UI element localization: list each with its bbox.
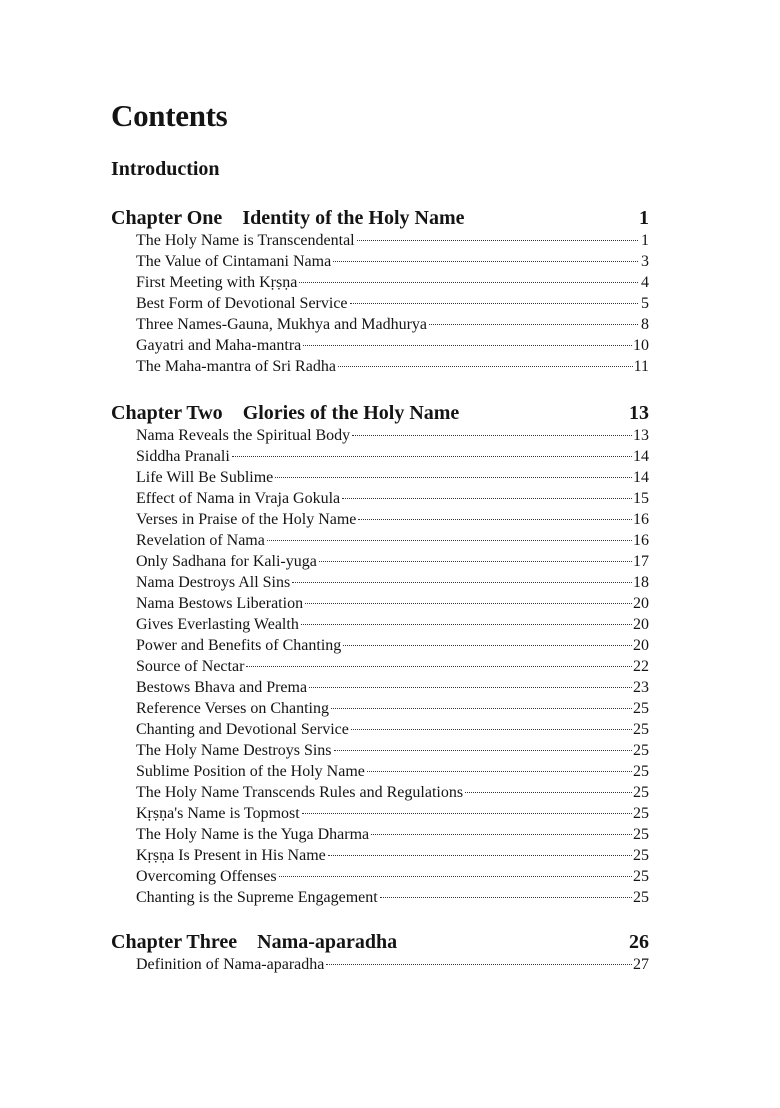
entry-page-number: 3 bbox=[641, 253, 649, 270]
entry-title: Nama Reveals the Spiritual Body bbox=[136, 427, 351, 444]
entry-title: The Holy Name is Transcendental bbox=[136, 232, 355, 249]
dot-leader bbox=[279, 876, 632, 877]
dot-leader bbox=[371, 834, 632, 835]
chapter-title: Identity of the Holy Name bbox=[242, 207, 465, 229]
dot-leader bbox=[326, 964, 632, 965]
entry-title: Chanting and Devotional Service bbox=[136, 721, 349, 738]
toc-entry[interactable] bbox=[136, 824, 649, 845]
chapter-section bbox=[111, 206, 649, 377]
dot-leader bbox=[267, 540, 632, 541]
toc-entry[interactable] bbox=[136, 293, 649, 314]
entry-page-number: 25 bbox=[633, 763, 649, 780]
dot-leader bbox=[338, 366, 633, 367]
entry-page-number: 27 bbox=[633, 956, 649, 973]
entry-page-number: 25 bbox=[633, 721, 649, 738]
dot-leader bbox=[302, 813, 632, 814]
chapter-entries bbox=[111, 230, 649, 377]
entry-title: The Holy Name Transcends Rules and Regulations bbox=[136, 784, 464, 801]
chapter-number: Chapter Three bbox=[111, 931, 238, 953]
entry-page-number: 25 bbox=[633, 826, 649, 843]
entry-page-number: 13 bbox=[633, 427, 649, 444]
entry-title: Revelation of Nama bbox=[136, 532, 265, 549]
dot-leader bbox=[299, 282, 638, 283]
entry-title: The Value of Cintamani Nama bbox=[136, 253, 332, 270]
entry-page-number: 20 bbox=[633, 637, 649, 654]
entry-title: Overcoming Offenses bbox=[136, 868, 277, 885]
toc-entry[interactable] bbox=[136, 230, 649, 251]
dot-leader bbox=[331, 708, 632, 709]
entry-title: Power and Benefits of Chanting bbox=[136, 637, 342, 654]
entry-page-number: 10 bbox=[633, 337, 649, 354]
toc-entry[interactable] bbox=[136, 677, 649, 698]
entry-title: Nama Destroys All Sins bbox=[136, 574, 291, 591]
dot-leader bbox=[380, 897, 632, 898]
toc-entry[interactable] bbox=[136, 446, 649, 467]
toc-entry[interactable] bbox=[136, 740, 649, 761]
dot-leader bbox=[334, 750, 632, 751]
contents-page bbox=[111, 96, 649, 975]
chapter-heading-left bbox=[111, 930, 397, 954]
toc-entry[interactable] bbox=[136, 356, 649, 377]
entry-title: Reference Verses on Chanting bbox=[136, 700, 329, 717]
entry-title: Nama Bestows Liberation bbox=[136, 595, 304, 612]
entry-page-number: 8 bbox=[641, 316, 649, 333]
entry-page-number: 4 bbox=[641, 274, 649, 291]
dot-leader bbox=[351, 729, 632, 730]
chapter-heading[interactable] bbox=[111, 930, 649, 954]
dot-leader bbox=[350, 303, 638, 304]
toc-entry[interactable] bbox=[136, 845, 649, 866]
entry-page-number: 25 bbox=[633, 805, 649, 822]
entry-title: Siddha Pranali bbox=[136, 448, 230, 465]
toc-entry[interactable] bbox=[136, 614, 649, 635]
chapter-section bbox=[111, 401, 649, 908]
entry-title: Definition of Nama-aparadha bbox=[136, 956, 325, 973]
toc-entry[interactable] bbox=[136, 425, 649, 446]
dot-leader bbox=[342, 498, 632, 499]
entry-page-number: 5 bbox=[641, 295, 649, 312]
entry-page-number: 23 bbox=[633, 679, 649, 696]
chapter-page-number: 1 bbox=[639, 207, 649, 229]
dot-leader bbox=[246, 666, 632, 667]
chapter-section bbox=[111, 930, 649, 975]
dot-leader bbox=[292, 582, 632, 583]
entry-title: The Maha-mantra of Sri Radha bbox=[136, 358, 336, 375]
toc-entry[interactable] bbox=[136, 488, 649, 509]
entry-title: Verses in Praise of the Holy Name bbox=[136, 511, 357, 528]
dot-leader bbox=[275, 477, 632, 478]
entry-page-number: 14 bbox=[633, 469, 649, 486]
chapter-heading[interactable] bbox=[111, 206, 649, 230]
entry-title: Effect of Nama in Vraja Gokula bbox=[136, 490, 341, 507]
entry-page-number: 17 bbox=[633, 553, 649, 570]
dot-leader bbox=[367, 771, 632, 772]
toc-entry[interactable] bbox=[136, 782, 649, 803]
entry-page-number: 22 bbox=[633, 658, 649, 675]
dot-leader bbox=[301, 624, 632, 625]
toc-entry[interactable] bbox=[136, 530, 649, 551]
entry-page-number: 14 bbox=[633, 448, 649, 465]
entry-title: Only Sadhana for Kali-yuga bbox=[136, 553, 317, 570]
toc-entry[interactable] bbox=[136, 593, 649, 614]
introduction-heading[interactable]: Introduction bbox=[111, 158, 220, 180]
toc-entry[interactable] bbox=[136, 954, 649, 975]
entry-title: Life Will Be Sublime bbox=[136, 469, 274, 486]
chapter-title: Glories of the Holy Name bbox=[242, 402, 460, 424]
toc-entry[interactable] bbox=[136, 335, 649, 356]
entry-title: Best Form of Devotional Service bbox=[136, 295, 348, 312]
dot-leader bbox=[333, 261, 638, 262]
entry-title: The Holy Name is the Yuga Dharma bbox=[136, 826, 370, 843]
chapter-list bbox=[111, 206, 649, 975]
entry-title: Gayatri and Maha-mantra bbox=[136, 337, 302, 354]
entry-page-number: 16 bbox=[633, 511, 649, 528]
page-title: Contents bbox=[111, 98, 228, 133]
entry-title: Bestows Bhava and Prema bbox=[136, 679, 308, 696]
toc-entry[interactable] bbox=[136, 635, 649, 656]
toc-entry[interactable] bbox=[136, 251, 649, 272]
dot-leader bbox=[305, 603, 632, 604]
entry-title: Kṛṣṇa Is Present in His Name bbox=[136, 847, 326, 864]
entry-title: Kṛṣṇa's Name is Topmost bbox=[136, 805, 300, 822]
toc-entry[interactable] bbox=[136, 272, 649, 293]
entry-page-number: 20 bbox=[633, 616, 649, 633]
entry-page-number: 25 bbox=[633, 784, 649, 801]
chapter-title: Nama-aparadha bbox=[257, 931, 398, 953]
chapter-page-number: 13 bbox=[629, 402, 649, 424]
entry-page-number: 25 bbox=[633, 700, 649, 717]
dot-leader bbox=[328, 855, 632, 856]
dot-leader bbox=[303, 345, 632, 346]
toc-entry[interactable] bbox=[136, 719, 649, 740]
entry-title: The Holy Name Destroys Sins bbox=[136, 742, 332, 759]
dot-leader bbox=[357, 240, 638, 241]
toc-entry[interactable] bbox=[136, 761, 649, 782]
toc-entry[interactable] bbox=[136, 698, 649, 719]
entry-title: Chanting is the Supreme Engagement bbox=[136, 889, 378, 906]
dot-leader bbox=[309, 687, 632, 688]
chapter-heading-left bbox=[111, 401, 459, 425]
toc-entry[interactable] bbox=[136, 314, 649, 335]
entry-page-number: 20 bbox=[633, 595, 649, 612]
toc-entry[interactable] bbox=[136, 866, 649, 887]
entry-page-number: 25 bbox=[633, 742, 649, 759]
entry-title: Three Names-Gauna, Mukhya and Madhurya bbox=[136, 316, 428, 333]
entry-title: Gives Everlasting Wealth bbox=[136, 616, 299, 633]
entry-title: Sublime Position of the Holy Name bbox=[136, 763, 365, 780]
toc-entry[interactable] bbox=[136, 551, 649, 572]
entry-page-number: 15 bbox=[633, 490, 649, 507]
chapter-entries bbox=[111, 425, 649, 908]
entry-page-number: 16 bbox=[633, 532, 649, 549]
toc-entry[interactable] bbox=[136, 572, 649, 593]
entry-title: First Meeting with Kṛṣṇa bbox=[136, 274, 298, 291]
entry-page-number: 25 bbox=[633, 847, 649, 864]
chapter-page-number: 26 bbox=[629, 931, 649, 953]
toc-entry[interactable] bbox=[136, 467, 649, 488]
dot-leader bbox=[429, 324, 638, 325]
chapter-entries bbox=[111, 954, 649, 975]
entry-page-number: 18 bbox=[633, 574, 649, 591]
dot-leader bbox=[319, 561, 632, 562]
toc-entry[interactable] bbox=[136, 509, 649, 530]
toc-entry[interactable] bbox=[136, 887, 649, 908]
toc-entry[interactable] bbox=[136, 803, 649, 824]
dot-leader bbox=[352, 435, 632, 436]
dot-leader bbox=[343, 645, 632, 646]
dot-leader bbox=[358, 519, 632, 520]
dot-leader bbox=[465, 792, 632, 793]
dot-leader bbox=[232, 456, 632, 457]
chapter-number: Chapter One bbox=[111, 207, 223, 229]
chapter-number: Chapter Two bbox=[111, 402, 223, 424]
entry-page-number: 25 bbox=[633, 889, 649, 906]
entry-title: Source of Nectar bbox=[136, 658, 245, 675]
chapter-heading[interactable] bbox=[111, 401, 649, 425]
entry-page-number: 11 bbox=[633, 358, 649, 375]
entry-page-number: 1 bbox=[641, 232, 649, 249]
entry-page-number: 25 bbox=[633, 868, 649, 885]
chapter-heading-left bbox=[111, 206, 465, 230]
toc-entry[interactable] bbox=[136, 656, 649, 677]
